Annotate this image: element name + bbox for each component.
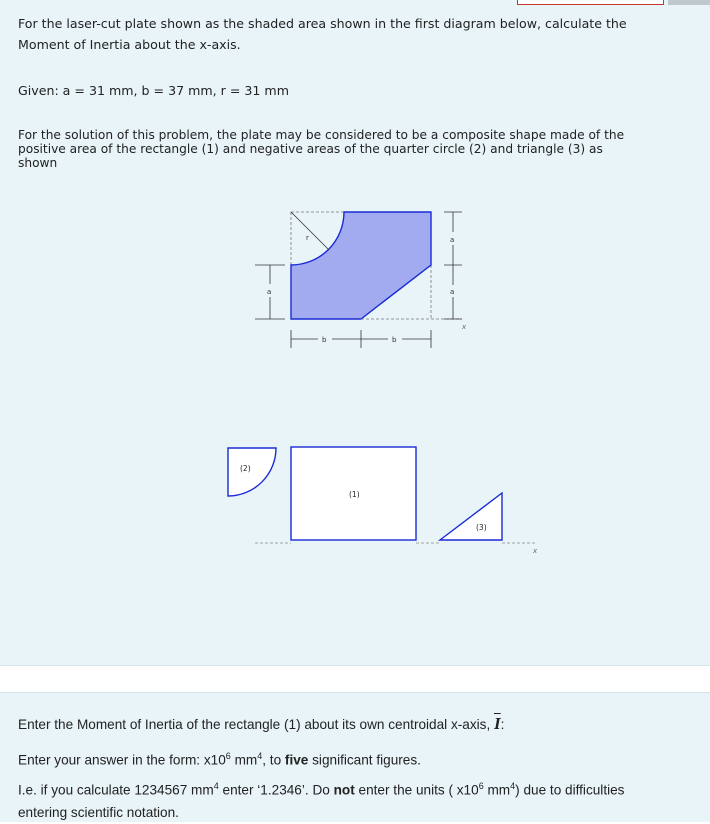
triangle-shape <box>440 493 502 540</box>
form-mid2: , to <box>262 752 285 768</box>
radius-label: r <box>306 234 309 242</box>
solution-line-1: For the solution of this problem, the plate may be considered to be a composite shape made of the <box>18 128 625 142</box>
top-red-box <box>517 0 664 5</box>
dim-label-a-top: a <box>450 236 455 244</box>
top-grey-box <box>668 0 710 5</box>
ie-pre: I.e. if you calculate 1234567 mm <box>18 782 214 798</box>
label-shape-2: (2) <box>240 464 251 473</box>
form-mid: mm <box>230 752 258 768</box>
answer-form-instruction <box>18 745 708 772</box>
dim-label-a-right: a <box>450 288 455 296</box>
answer-prompt-text: Enter the Moment of Inertia of the rectangle (1) about its own centroidal x-axis, <box>18 717 491 732</box>
ie-post: ) due to difficulties <box>515 782 625 798</box>
label-shape-1: (1) <box>349 490 360 499</box>
ie-mid2: enter the units ( x10 <box>354 782 479 798</box>
label-shape-3: (3) <box>476 523 487 532</box>
answer-panel <box>0 692 710 822</box>
form-post: significant figures. <box>308 752 421 768</box>
question-line-2: Moment of Inertia about the x-axis. <box>18 37 241 52</box>
form-pre: Enter your answer in the form: x10 <box>18 752 226 768</box>
question-line-1: For the laser-cut plate shown as the shaded area shown in the first diagram below, calculate the <box>18 16 627 31</box>
ie-exp: 4 <box>213 781 219 791</box>
answer-prompt-colon: : <box>500 717 505 732</box>
form-exp2: 4 <box>257 751 263 761</box>
ie-bold: not <box>333 782 355 798</box>
dim-label-a-left: a <box>267 288 272 296</box>
solution-line-2: positive area of the rectangle (1) and negative areas of the quarter circle (2) and triangle (3) as <box>18 142 603 156</box>
top-bar <box>0 0 710 5</box>
radius-line <box>291 212 329 250</box>
ie-mid3: mm <box>483 782 511 798</box>
given-values: Given: a = 31 mm, b = 37 mm, r = 31 mm <box>18 83 289 98</box>
form-bold: five <box>284 752 309 768</box>
quarter-circle-shape <box>228 448 276 496</box>
answer-prompt <box>18 713 708 736</box>
solution-line-3: shown <box>18 156 58 170</box>
ie-mid: enter ‘1.2346’. Do <box>218 782 334 798</box>
ie-line2: entering scientific notation. <box>18 804 179 820</box>
ie-exp3: 4 <box>510 781 516 791</box>
shaded-plate <box>291 212 431 319</box>
x-axis-label: x <box>462 323 467 331</box>
answer-example-instruction <box>18 775 708 824</box>
dim-label-b-left: b <box>322 336 327 344</box>
centroidal-moment-symbol: $\overline{I}$ <box>494 714 501 733</box>
dim-label-b-right: b <box>392 336 397 344</box>
components-x-label: x <box>533 547 538 555</box>
ie-exp2: 6 <box>478 781 484 791</box>
form-exp: 6 <box>225 751 231 761</box>
